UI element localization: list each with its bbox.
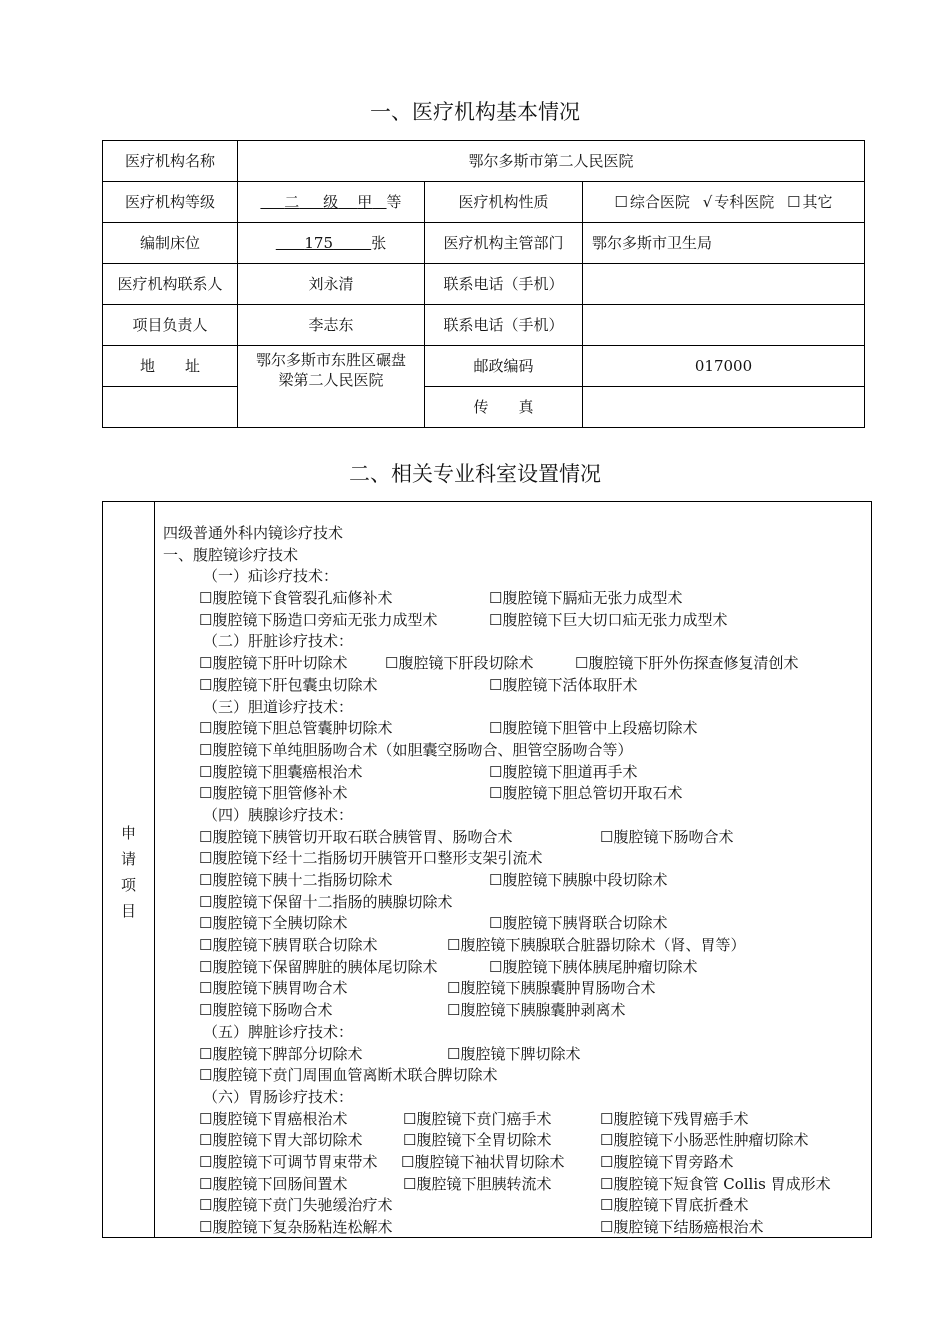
checkbox-item[interactable]: ☐腹腔镜下保留十二指肠的胰腺切除术 [199,892,453,911]
nature-option-general[interactable]: ☐ 综合医院 [614,193,690,211]
fax-value [583,387,865,428]
list-item [163,1130,809,1152]
list-item [163,1044,581,1066]
phone2-value [583,305,865,346]
list-item [163,653,799,675]
list-item [163,848,543,870]
group-spleen: （五）脾脏诊疗技术： [203,1022,354,1041]
checkbox-item[interactable]: ☐腹腔镜下脾部分切除术 [199,1044,363,1063]
fax-label: 传 真 [425,387,583,428]
checkbox-item[interactable]: ☐腹腔镜下胰腺联合脏器切除术（肾、胃等） [447,936,746,955]
list-item [163,935,746,957]
list-item [163,740,633,762]
section2-title: 二、相关专业科室设置情况 [349,462,601,486]
grade-level-suffix: 级 [323,193,339,211]
checkbox-item[interactable]: ☐腹腔镜下膈疝无张力成型术 [489,589,683,608]
checkbox-item[interactable]: ☐腹腔镜下短食管 Collis 胃成形术 [600,1174,831,1193]
checkbox-item[interactable]: ☐腹腔镜下胰体胰尾肿瘤切除术 [489,957,698,976]
grade-class-suffix: 等 [386,193,402,211]
nature-option-specialty[interactable]: √ 专科医院 [702,193,775,211]
checkbox-item[interactable]: ☐腹腔镜下胃癌根治术 [199,1109,348,1128]
list-item [163,718,698,740]
phone-label: 联系电话（手机） [425,264,583,305]
dept-label: 医疗机构主管部门 [425,223,583,264]
checkbox-item[interactable]: ☐腹腔镜下胃旁路术 [600,1152,734,1171]
list-item [163,1152,734,1174]
checkbox-item[interactable]: ☐腹腔镜下胰腺中段切除术 [489,871,668,889]
group-hernia: （一）疝诊疗技术： [203,567,339,586]
checkbox-item[interactable]: ☐腹腔镜下肠造口旁疝无张力成型术 [199,610,438,629]
apply-label-char: 请 [120,850,136,868]
group-pancreas: （四）胰腺诊疗技术： [203,805,354,824]
apply-label-char: 目 [120,902,136,920]
checkbox-item[interactable]: ☐腹腔镜下可调节胃束带术 [199,1152,378,1171]
list-item [163,1109,749,1131]
checkbox-item[interactable]: ☐腹腔镜下经十二指肠切开胰管开口整形支架引流术 [199,849,543,868]
checkbox-item[interactable]: ☐腹腔镜下肝包囊虫切除术 [199,675,378,694]
checkbox-item[interactable]: ☐腹腔镜下结肠癌根治术 [600,1218,764,1236]
checkbox-item[interactable]: ☐腹腔镜下活体取肝术 [489,675,638,694]
checkbox-item[interactable]: ☐腹腔镜下小肠恶性肿瘤切除术 [600,1131,809,1150]
beds-label: 编制床位 [103,223,238,264]
checkbox-icon: ☐ [787,193,801,211]
nature-options [583,182,865,223]
phone2-label: 联系电话（手机） [425,305,583,346]
checkbox-item[interactable]: ☐腹腔镜下肠吻合术 [600,827,734,846]
group-biliary: （三）胆道诊疗技术： [203,697,354,716]
list-item [163,870,668,892]
beds-number: 175 [304,234,334,252]
beds-value [238,223,425,264]
list-item [163,978,656,1000]
checkbox-item[interactable]: ☐腹腔镜下贲门癌手术 [403,1109,552,1128]
checkbox-item[interactable]: ☐腹腔镜下胰胃联合切除术 [199,936,378,955]
list-item [163,762,638,784]
beds-unit: 张 [371,234,387,252]
grade-value [238,182,425,223]
checkbox-item[interactable]: ☐腹腔镜下单纯胆肠吻合术（如胆囊空肠吻合、胆管空肠吻合等） [199,740,633,759]
heading: 四级普通外科内镜诊疗技术 [163,524,344,542]
checkbox-item[interactable]: ☐腹腔镜下胆管修补术 [199,784,348,803]
contact-label: 医疗机构联系人 [103,264,238,305]
checkbox-item[interactable]: ☐腹腔镜下残胃癌手术 [600,1109,749,1128]
checkbox-item[interactable]: ☐腹腔镜下食管裂孔疝修补术 [199,589,393,608]
checkbox-item[interactable]: ☐腹腔镜下贲门失驰缓治疗术 [199,1196,393,1215]
apply-section [102,501,872,1238]
leader-label: 项目负责人 [103,305,238,346]
apply-label-char: 申 [120,824,136,842]
sub-heading: 一、腹腔镜诊疗技术 [163,545,299,564]
checkbox-item[interactable]: ☐腹腔镜下保留脾脏的胰体尾切除术 [199,957,438,976]
list-item [163,1195,749,1217]
checkbox-item[interactable]: ☐腹腔镜下全胃切除术 [403,1131,552,1150]
nature-option-other[interactable]: ☐ 其它 [787,193,833,211]
apply-content [163,523,831,1239]
phone-value [583,264,865,305]
grade-class: 甲 [357,193,373,211]
grade-label: 医疗机构等级 [103,182,238,223]
checkbox-item[interactable]: ☐腹腔镜下胆胰转流术 [403,1174,552,1193]
empty-cell [103,387,238,428]
name-label: 医疗机构名称 [103,141,238,182]
address-label: 地 址 [103,346,238,387]
checkbox-item[interactable]: ☐腹腔镜下脾切除术 [447,1044,581,1063]
checkbox-item[interactable]: ☐腹腔镜下胆总管囊肿切除术 [199,719,393,738]
checkbox-item[interactable]: ☐腹腔镜下胃底折叠术 [600,1196,749,1215]
basic-info-table [102,140,865,428]
list-item [163,892,453,914]
apply-label-char: 项 [120,876,136,894]
group-gi: （六）胃肠诊疗技术： [203,1087,354,1106]
grade-level: 二 [284,193,300,211]
nature-label: 医疗机构性质 [425,182,583,223]
section1-title: 一、医疗机构基本情况 [370,100,580,124]
checkbox-icon: ☐ [614,193,628,211]
postcode-value: 017000 [583,346,865,387]
leader-value: 李志东 [238,305,425,346]
checkbox-item[interactable]: ☐腹腔镜下肝段切除术 [385,654,534,673]
checkbox-item[interactable]: ☐腹腔镜下胃大部切除术 [199,1131,363,1150]
dept-value: 鄂尔多斯市卫生局 [583,223,865,264]
list-item [163,1065,498,1087]
checkbox-item[interactable]: ☐腹腔镜下胰腺囊肿剥离术 [447,1001,626,1020]
checkbox-item[interactable]: ☐腹腔镜下肝外伤探查修复清创术 [575,654,799,673]
list-item [163,1217,764,1239]
apply-label-column [103,502,155,1237]
contact-value: 刘永清 [238,264,425,305]
checkbox-item[interactable]: ☐腹腔镜下胰胃吻合术 [199,979,348,998]
checkbox-item[interactable]: ☐腹腔镜下袖状胃切除术 [401,1152,565,1171]
list-item [163,588,683,610]
checkbox-item[interactable]: ☐腹腔镜下胰十二指肠切除术 [199,871,393,889]
checkbox-item[interactable]: ☐腹腔镜下肠吻合术 [199,1001,333,1020]
checkbox-item[interactable]: ☐腹腔镜下胆总管切开取石术 [489,784,683,803]
checkbox-item[interactable]: ☐腹腔镜下胆管中上段癌切除术 [489,719,698,738]
checkbox-item[interactable]: ☐腹腔镜下胰肾联合切除术 [489,914,668,933]
checkbox-item[interactable]: ☐腹腔镜下胰管切开取石联合胰管胃、肠吻合术 [199,827,513,846]
checkbox-item[interactable]: ☐腹腔镜下贲门周围血管离断术联合脾切除术 [199,1066,498,1085]
list-item [163,1174,831,1196]
postcode-label: 邮政编码 [425,346,583,387]
checkbox-item[interactable]: ☐腹腔镜下全胰切除术 [199,914,348,933]
list-item [163,957,698,979]
list-item [163,913,668,935]
group-liver: （二）肝脏诊疗技术： [203,632,354,651]
address-value: 鄂尔多斯市东胜区碾盘梁第二人民医院 [238,346,425,428]
checkmark-icon: √ [702,193,713,211]
checkbox-item[interactable]: ☐腹腔镜下胆囊癌根治术 [199,762,363,781]
checkbox-item[interactable]: ☐腹腔镜下复杂肠粘连松解术 [199,1218,393,1236]
list-item [163,675,638,697]
checkbox-item[interactable]: ☐腹腔镜下胆道再手术 [489,762,638,781]
checkbox-item[interactable]: ☐腹腔镜下肝叶切除术 [199,654,348,673]
name-value: 鄂尔多斯市第二人民医院 [238,141,865,182]
checkbox-item[interactable]: ☐腹腔镜下回肠间置术 [199,1174,348,1193]
list-item [163,783,683,805]
list-item [163,827,734,849]
checkbox-item[interactable]: ☐腹腔镜下胰腺囊肿胃肠吻合术 [447,979,656,998]
checkbox-item[interactable]: ☐腹腔镜下巨大切口疝无张力成型术 [489,610,728,629]
list-item [163,610,728,632]
list-item [163,1000,626,1022]
